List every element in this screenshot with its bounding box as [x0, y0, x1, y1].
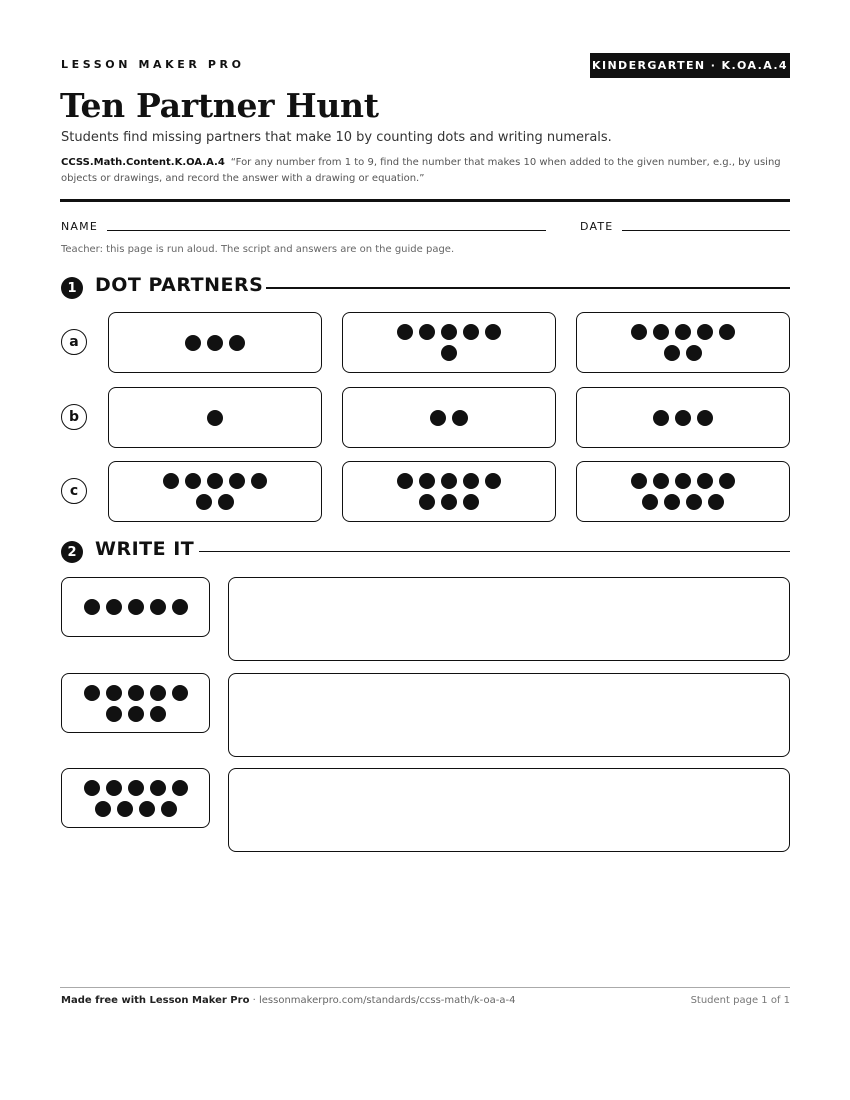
dot [697, 473, 713, 489]
dot [196, 494, 212, 510]
dot [419, 494, 435, 510]
brand-name: LESSON MAKER PRO [61, 58, 245, 71]
section-1-title: DOT PARTNERS [95, 274, 264, 296]
grade-badge: KINDERGARTEN · K.OA.A.4 [590, 53, 790, 78]
dot-row [207, 410, 223, 426]
standard-description [61, 155, 791, 187]
section-2-rule [199, 551, 790, 552]
dot-row [84, 599, 188, 615]
name-label: NAME [61, 220, 98, 233]
dot [161, 801, 177, 817]
dot [485, 473, 501, 489]
dot [430, 410, 446, 426]
write-it-dot-card-1 [61, 577, 210, 637]
dot [172, 599, 188, 615]
dot [441, 324, 457, 340]
section-2-number: 2 [61, 541, 83, 563]
answer-box-3[interactable] [228, 768, 790, 852]
dot [719, 473, 735, 489]
dot [719, 324, 735, 340]
dot [631, 473, 647, 489]
dot [653, 410, 669, 426]
dot-row [631, 324, 735, 340]
dot [664, 494, 680, 510]
dot-row [642, 494, 724, 510]
footer-url: · lessonmakerpro.com/standards/ccss-math/k-oa-a-4 [249, 995, 516, 1006]
dot [675, 410, 691, 426]
dot [150, 685, 166, 701]
dot-row [84, 780, 188, 796]
dot-card-b-3 [576, 387, 790, 448]
dot [185, 473, 201, 489]
header-divider [60, 199, 790, 202]
dot [84, 599, 100, 615]
row-letter-c: c [61, 478, 87, 504]
dot [452, 410, 468, 426]
dot-card-c-2 [342, 461, 556, 522]
dot [463, 494, 479, 510]
dot [172, 685, 188, 701]
dot [631, 324, 647, 340]
dot [128, 780, 144, 796]
dot [163, 473, 179, 489]
dot [185, 335, 201, 351]
dot [106, 685, 122, 701]
dot-row [653, 410, 713, 426]
name-line[interactable] [107, 230, 546, 231]
write-it-dot-card-2 [61, 673, 210, 733]
dot-row [441, 345, 457, 361]
date-line[interactable] [622, 230, 790, 231]
dot [139, 801, 155, 817]
footer-page: Student page 1 of 1 [690, 995, 790, 1006]
dot [229, 473, 245, 489]
dot [708, 494, 724, 510]
dot-card-a-3 [576, 312, 790, 373]
answer-box-2[interactable] [228, 673, 790, 757]
dot [686, 345, 702, 361]
dot-row [631, 473, 735, 489]
dot [419, 473, 435, 489]
dot [653, 324, 669, 340]
dot [251, 473, 267, 489]
dot-row [196, 494, 234, 510]
standard-code: CCSS.Math.Content.K.OA.A.4 [61, 157, 225, 168]
dot [675, 324, 691, 340]
write-it-dot-card-3 [61, 768, 210, 828]
dot [207, 410, 223, 426]
dot [218, 494, 234, 510]
worksheet-subtitle: Students find missing partners that make 10 by counting dots and writing numerals. [61, 130, 612, 145]
dot [207, 335, 223, 351]
dot [664, 345, 680, 361]
footer-divider [60, 987, 790, 988]
dot [128, 685, 144, 701]
dot-card-b-1 [108, 387, 322, 448]
dot-row [419, 494, 479, 510]
dot-row [106, 706, 166, 722]
dot-card-a-2 [342, 312, 556, 373]
row-letter-b: b [61, 404, 87, 430]
section-1-number: 1 [61, 277, 83, 299]
dot [95, 801, 111, 817]
footer-credit [61, 995, 515, 1006]
dot [441, 494, 457, 510]
dot [150, 780, 166, 796]
dot [172, 780, 188, 796]
dot [686, 494, 702, 510]
dot [675, 473, 691, 489]
dot-row [163, 473, 267, 489]
dot-row [664, 345, 702, 361]
date-label: DATE [580, 220, 614, 233]
standard-text: “For any number from 1 to 9, find the number that makes 10 when added to the given number, e.g., by using objects or drawings, and record the answer with a drawing or equation.” [61, 157, 781, 184]
dot [441, 345, 457, 361]
dot [697, 410, 713, 426]
dot [207, 473, 223, 489]
dot-row [95, 801, 177, 817]
dot-row [430, 410, 468, 426]
dot [150, 599, 166, 615]
dot-card-a-1 [108, 312, 322, 373]
dot [441, 473, 457, 489]
dot [653, 473, 669, 489]
dot [128, 599, 144, 615]
dot [106, 780, 122, 796]
worksheet-title: Ten Partner Hunt [60, 86, 379, 125]
dot [106, 599, 122, 615]
dot [84, 685, 100, 701]
dot [106, 706, 122, 722]
answer-box-1[interactable] [228, 577, 790, 661]
dot-card-c-1 [108, 461, 322, 522]
dot-card-b-2 [342, 387, 556, 448]
dot-row [397, 473, 501, 489]
dot-row [84, 685, 188, 701]
dot [397, 473, 413, 489]
dot-card-c-3 [576, 461, 790, 522]
section-2-title: WRITE IT [95, 538, 195, 560]
dot [117, 801, 133, 817]
dot [128, 706, 144, 722]
dot [697, 324, 713, 340]
dot [485, 324, 501, 340]
dot [642, 494, 658, 510]
footer-made-with: Made free with Lesson Maker Pro [61, 995, 250, 1006]
teacher-note: Teacher: this page is run aloud. The script and answers are on the guide page. [61, 244, 455, 255]
dot [397, 324, 413, 340]
dot [463, 473, 479, 489]
dot [463, 324, 479, 340]
dot [419, 324, 435, 340]
dot-row [185, 335, 245, 351]
section-1-rule [266, 287, 790, 289]
dot [84, 780, 100, 796]
dot [150, 706, 166, 722]
dot [229, 335, 245, 351]
dot-row [397, 324, 501, 340]
row-letter-a: a [61, 329, 87, 355]
